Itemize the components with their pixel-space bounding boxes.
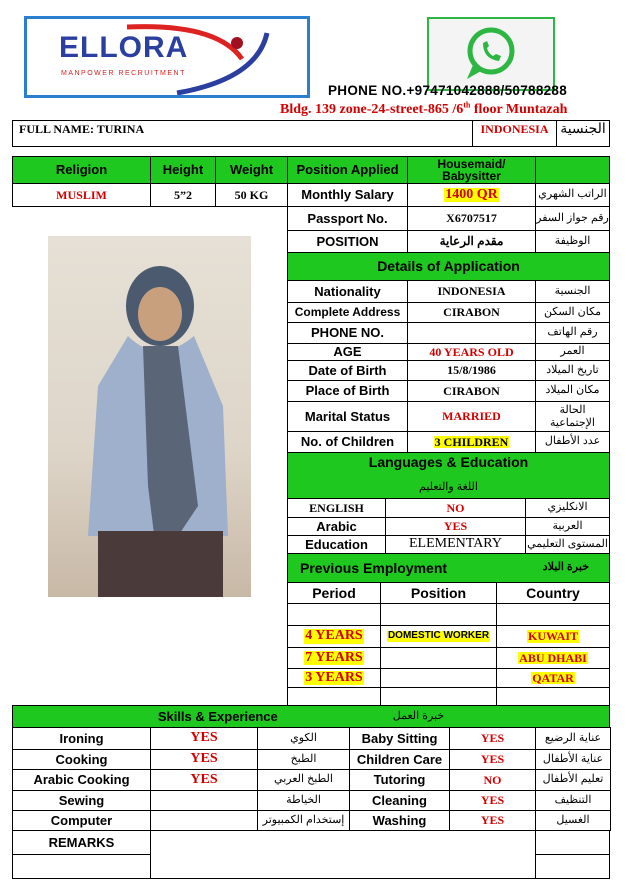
employment-country: ABU DHABI <box>496 647 610 669</box>
position-header: Position <box>380 582 497 604</box>
employment-country: KUWAIT <box>496 625 610 648</box>
remarks-label: REMARKS <box>12 830 151 855</box>
skill-label: Cooking <box>12 749 151 770</box>
header-height: Height <box>150 156 216 184</box>
passport-value: X6707517 <box>407 206 536 231</box>
dob-label-ar: تاريخ الميلاد <box>535 360 610 381</box>
education-label: Education <box>287 535 386 554</box>
salary-label: Monthly Salary <box>287 183 408 207</box>
age-label: AGE <box>287 343 408 361</box>
skill-label: Tutoring <box>349 769 450 791</box>
skill-value: YES <box>449 810 536 831</box>
skill-label-ar: إستخدام الكمبيوتر <box>257 810 350 831</box>
skill-value: YES <box>150 727 258 750</box>
marital-value: MARRIED <box>407 401 536 432</box>
religion-value: MUSLIM <box>12 183 151 207</box>
header-position-applied: Position Applied <box>287 156 408 184</box>
children-label: No. of Children <box>287 431 408 453</box>
skill-value <box>150 790 258 811</box>
skill-label-ar: تعليم الأطفال <box>535 769 611 791</box>
remarks-field <box>150 830 536 879</box>
skill-label: Children Care <box>349 749 450 770</box>
header-weight: Weight <box>215 156 288 184</box>
skill-label-ar: التنظيف <box>535 790 611 811</box>
phone-label-ar: رقم الهاتف <box>535 322 610 344</box>
phone-label: PHONE NO. <box>287 322 408 344</box>
employment-blank-cell <box>380 603 497 626</box>
skill-label-ar: الطبخ <box>257 749 350 770</box>
dob-value: 15/8/1986 <box>407 360 536 381</box>
weight-value: 50 KG <box>215 183 288 207</box>
position-value: مقدم الرعاية <box>407 230 536 253</box>
company-logo <box>24 16 310 98</box>
header-religion: Religion <box>12 156 151 184</box>
employment-blank-cell <box>287 603 381 626</box>
nationality-value: INDONESIA <box>472 120 557 147</box>
pob-label-ar: مكان الميلاد <box>535 380 610 402</box>
skill-value: NO <box>449 769 536 791</box>
office-address: Bldg. 139 zone-24-street-865 /6th floor Muntazah <box>280 100 568 117</box>
employment-blank-cell <box>496 687 610 706</box>
skill-label: Computer <box>12 810 151 831</box>
english-value: NO <box>385 498 526 518</box>
phone-number: PHONE NO.+97471042888/50788288 <box>328 83 568 98</box>
employment-blank-cell <box>496 603 610 626</box>
passport-label-ar: رقم جواز السفر <box>535 206 610 231</box>
skill-label-ar: الكوي <box>257 727 350 750</box>
english-label: ENGLISH <box>287 498 386 518</box>
employment-period: 4 YEARS <box>287 625 381 648</box>
employment-period: 3 YEARS <box>287 668 381 688</box>
skill-label-ar: عناية الرضيع <box>535 727 611 750</box>
address-label-ar: مكان السكن <box>535 302 610 323</box>
remarks-blank-cell <box>535 830 610 855</box>
nationality-row-ar: الجنسية <box>535 280 610 303</box>
employment-position <box>380 647 497 669</box>
skill-label: Baby Sitting <box>349 727 450 750</box>
arabic-label: Arabic <box>287 517 386 536</box>
position-applied-value: Housemaid/ Babysitter <box>407 156 536 184</box>
employment-position <box>380 668 497 688</box>
skill-value: YES <box>150 749 258 770</box>
nationality-label: Nationality <box>287 280 408 303</box>
candidate-photo <box>48 236 251 597</box>
employment-blank-cell <box>287 687 381 706</box>
address-label: Complete Address <box>287 302 408 323</box>
height-value: 5”2 <box>150 183 216 207</box>
nationality-label-ar: الجنسية <box>556 120 610 147</box>
logo-subtitle: MANPOWER RECRUITMENT <box>61 70 186 77</box>
skill-label-ar: عناية الأطفال <box>535 749 611 770</box>
employment-section-header: Previous Employment خبرة البلاد <box>287 553 610 583</box>
age-value: 40 YEARS OLD <box>407 343 536 361</box>
logo-text: ELLORA <box>59 31 189 64</box>
children-value: 3 CHILDREN <box>407 431 536 453</box>
skill-value <box>150 810 258 831</box>
employment-country: QATAR <box>496 668 610 688</box>
skill-value: YES <box>449 749 536 770</box>
english-label-ar: الانكليزي <box>525 498 610 518</box>
salary-value: 1400 QR <box>407 183 536 207</box>
education-value: ELEMENTARY <box>385 535 526 554</box>
skill-value: YES <box>449 727 536 750</box>
full-name: FULL NAME: TURINA <box>12 120 473 147</box>
phone-value <box>407 322 536 344</box>
employment-blank-cell <box>380 687 497 706</box>
remarks-blank-cell <box>535 854 610 879</box>
person-photo-icon <box>48 236 251 597</box>
skill-label: Washing <box>349 810 450 831</box>
nationality-row-value: INDONESIA <box>407 280 536 303</box>
period-header: Period <box>287 582 381 604</box>
pob-label: Place of Birth <box>287 380 408 402</box>
skill-label-ar: الطبخ العربي <box>257 769 350 791</box>
address-value: CIRABON <box>407 302 536 323</box>
skill-value: YES <box>449 790 536 811</box>
education-label-ar: المستوى التعليمي <box>525 535 610 554</box>
remarks-blank-cell <box>12 854 151 879</box>
children-label-ar: عدد الأطفال <box>535 431 610 453</box>
header-blank <box>535 156 610 184</box>
age-label-ar: العمر <box>535 343 610 361</box>
skill-value: YES <box>150 769 258 791</box>
skill-label-ar: الغسيل <box>535 810 611 831</box>
details-section-header: Details of Application <box>287 252 610 281</box>
employment-period: 7 YEARS <box>287 647 381 669</box>
salary-label-ar: الراتب الشهري <box>535 183 610 207</box>
dob-label: Date of Birth <box>287 360 408 381</box>
skill-label: Cleaning <box>349 790 450 811</box>
position-label: POSITION <box>287 230 408 253</box>
country-header: Country <box>496 582 610 604</box>
arabic-value: YES <box>385 517 526 536</box>
skills-section-header: Skills & Experience خبرة العمل <box>12 705 610 728</box>
whatsapp-icon <box>429 19 553 89</box>
whatsapp-logo <box>427 17 555 91</box>
employment-position: DOMESTIC WORKER <box>380 625 497 648</box>
skill-label: Ironing <box>12 727 151 750</box>
arabic-label-ar: العربية <box>525 517 610 536</box>
position-label-ar: الوظيفة <box>535 230 610 253</box>
marital-label-ar: الحالة الإجتماعية <box>535 401 610 432</box>
passport-label: Passport No. <box>287 206 408 231</box>
marital-label: Marital Status <box>287 401 408 432</box>
skill-label: Sewing <box>12 790 151 811</box>
pob-value: CIRABON <box>407 380 536 402</box>
languages-section-header: Languages & Education اللغة والتعليم <box>287 452 610 499</box>
skill-label-ar: الخياطة <box>257 790 350 811</box>
skill-label: Arabic Cooking <box>12 769 151 791</box>
